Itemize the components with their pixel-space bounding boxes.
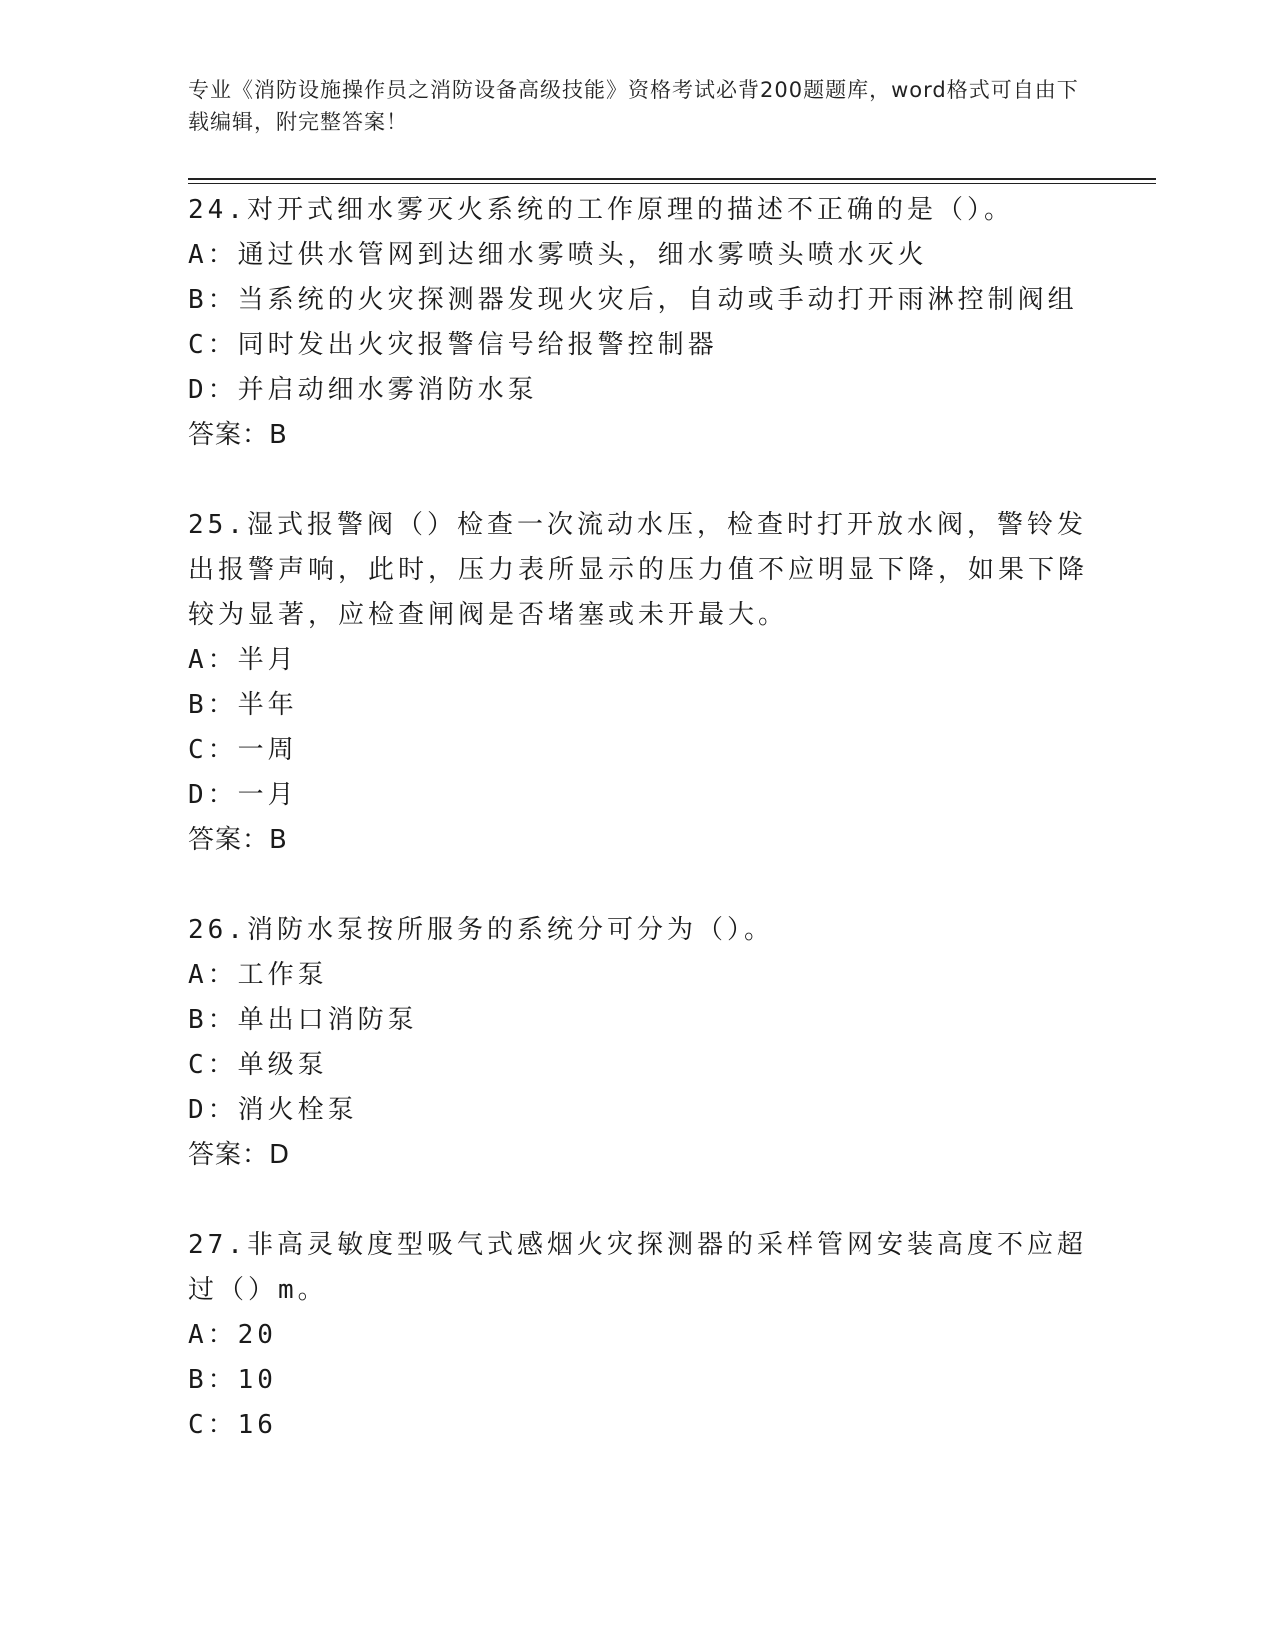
question-24: [188, 188, 1088, 458]
question-text: 27.非高灵敏度型吸气式感烟火灾探测器的采样管网安装高度不应超过（）m。: [188, 1230, 1087, 1305]
question-gap: [188, 458, 1088, 503]
option-a: A：20: [188, 1320, 277, 1350]
question-27: [188, 1223, 1088, 1448]
document-header: 专业《消防设施操作员之消防设备高级技能》资格考试必背200题题库，word格式可自由下载编辑，附完整答案！: [188, 78, 1079, 134]
option-d: D：并启动细水雾消防水泵: [188, 375, 538, 405]
question-gap: [188, 1178, 1088, 1223]
option-b: B：10: [188, 1365, 277, 1395]
question-25: [188, 503, 1088, 863]
header-rule-thick: [188, 178, 1156, 180]
option-b: B：单出口消防泵: [188, 1005, 418, 1035]
option-d: D：消火栓泵: [188, 1095, 358, 1125]
answer-line: 答案：B: [188, 825, 288, 855]
question-text: 26.消防水泵按所服务的系统分可分为（）。: [188, 915, 774, 945]
option-a: A：半月: [188, 645, 298, 675]
option-b: B：当系统的火灾探测器发现火灾后，自动或手动打开雨淋控制阀组: [188, 285, 1078, 315]
question-gap: [188, 863, 1088, 908]
header-rule-thin: [188, 183, 1156, 184]
option-c: C：同时发出火灾报警信号给报警控制器: [188, 330, 718, 360]
option-a: A：通过供水管网到达细水雾喷头，细水雾喷头喷水灭火: [188, 240, 928, 270]
option-d: D：一月: [188, 780, 298, 810]
question-list: [188, 188, 1088, 1448]
answer-line: 答案：B: [188, 420, 288, 450]
question-text: 24.对开式细水雾灭火系统的工作原理的描述不正确的是（）。: [188, 195, 1014, 225]
option-c: C：单级泵: [188, 1050, 328, 1080]
option-c: C：一周: [188, 735, 298, 765]
option-c: C：16: [188, 1410, 277, 1440]
question-26: [188, 908, 1088, 1178]
answer-line: 答案：D: [188, 1140, 291, 1170]
option-b: B：半年: [188, 690, 298, 720]
question-text: 25.湿式报警阀（）检查一次流动水压，检查时打开放水阀，警铃发出报警声响，此时，压力表所显示的压力值不应明显下降，如果下降较为显著，应检查闸阀是否堵塞或未开最大。: [188, 510, 1089, 630]
option-a: A：工作泵: [188, 960, 328, 990]
